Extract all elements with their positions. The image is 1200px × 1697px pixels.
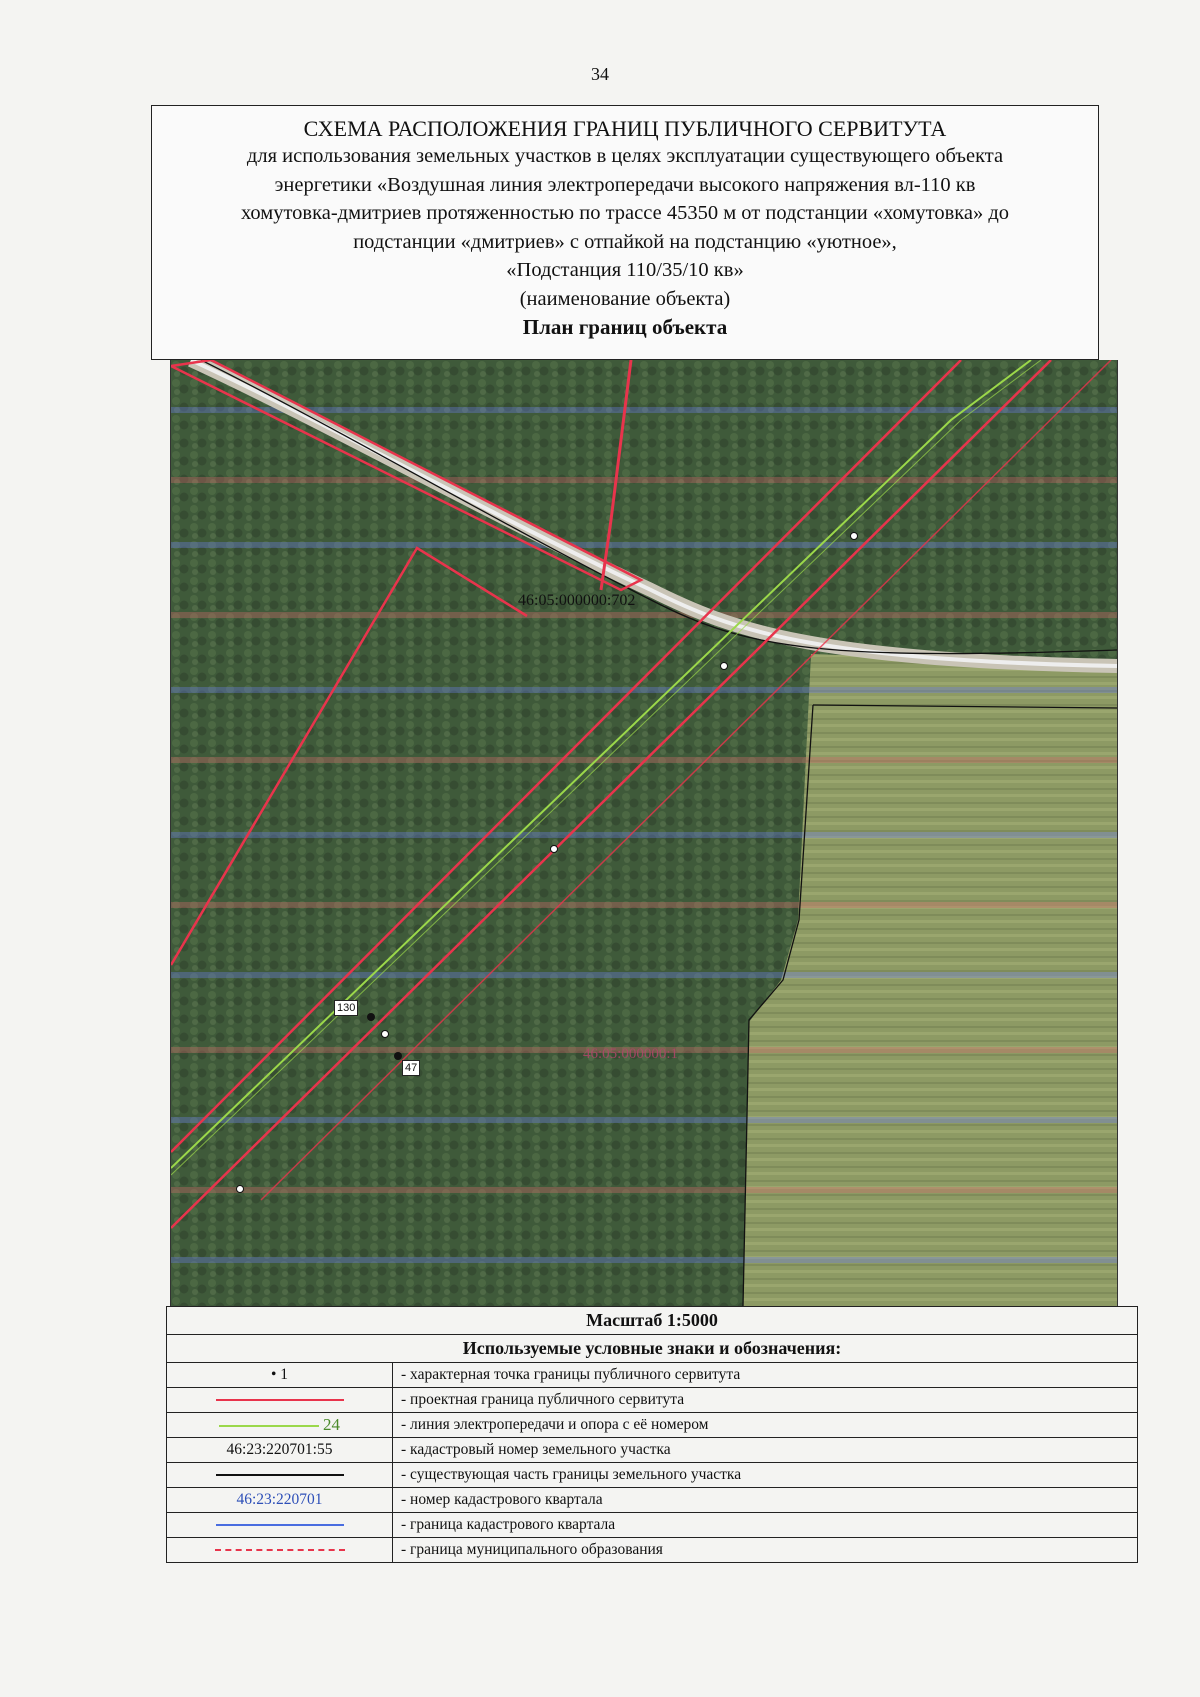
support-2 <box>721 663 728 670</box>
symbol-servitude-line <box>167 1388 393 1413</box>
symbol-power-line <box>167 1413 393 1438</box>
symbol-block-boundary <box>167 1513 393 1538</box>
symbol-parcel-boundary <box>167 1463 393 1488</box>
title-line-6: (наименование объекта) <box>519 287 731 310</box>
support-number-label: 24 <box>322 1415 340 1434</box>
legend-heading: Используемые условные знаки и обозначения: <box>167 1335 1138 1363</box>
parcel-number-label: 46:05:000000:702 <box>518 592 636 609</box>
point-130 <box>367 1013 375 1021</box>
schema-heading: СХЕМА РАСПОЛОЖЕНИЯ ГРАНИЦ ПУБЛИЧНОГО СЕРВИТУТА <box>303 116 947 141</box>
support-3 <box>551 846 558 853</box>
support-5 <box>237 1186 244 1193</box>
support-1 <box>851 533 858 540</box>
title-line-3: хомутовка-дмитриев протяженностью по трассе 45350 м от подстанции «хомутовка» до <box>240 202 1010 224</box>
legend-text-municipal-boundary: - граница муниципального образования <box>393 1538 1138 1563</box>
symbol-parcel-number: 46:23:220701:55 <box>167 1438 393 1463</box>
point-label-130: 130 <box>334 1000 358 1016</box>
symbol-block-number: 46:23:220701 <box>167 1488 393 1513</box>
scale-label: Масштаб 1:5000 <box>167 1307 1138 1335</box>
legend-text-block-number: - номер кадастрового квартала <box>393 1488 1138 1513</box>
plan-subtitle: План границ объекта <box>522 315 728 339</box>
map-canvas <box>171 360 1117 1306</box>
legend-text-parcel-boundary: - существующая часть границы земельного участка <box>393 1463 1138 1488</box>
symbol-municipal-boundary <box>167 1538 393 1563</box>
cadastral-label: 46:05:000000:1 <box>583 1046 679 1062</box>
title-line-2: энергетики «Воздушная линия электропередачи высокого напряжения вл-110 кв <box>274 173 976 196</box>
map-panel[interactable] <box>170 360 1118 1306</box>
title-line-4: подстанции «дмитриев» с отпайкой на подстанцию «уютное», <box>353 230 897 253</box>
title-line-1: для использования земельных участков в целях эксплуатации существующего объекта <box>246 145 1004 167</box>
legend-text-point: - характерная точка границы публичного сервитута <box>393 1363 1138 1388</box>
legend-text-power-line: - линия электропередачи и опора с её номером <box>393 1413 1138 1438</box>
title-block <box>151 105 1099 360</box>
title-line-5: «Подстанция 110/35/10 кв» <box>506 259 744 281</box>
support-4 <box>382 1031 389 1038</box>
page-number: 34 <box>591 64 609 84</box>
point-label-47: 47 <box>402 1060 420 1076</box>
legend-text-block-boundary: - граница кадастрового квартала <box>393 1513 1138 1538</box>
legend-text-parcel-number: - кадастровый номер земельного участка <box>393 1438 1138 1463</box>
symbol-point: • 1 <box>167 1363 393 1388</box>
point-47 <box>394 1052 402 1060</box>
legend-text-servitude: - проектная граница публичного сервитута <box>393 1388 1138 1413</box>
legend-table <box>166 1306 1138 1563</box>
